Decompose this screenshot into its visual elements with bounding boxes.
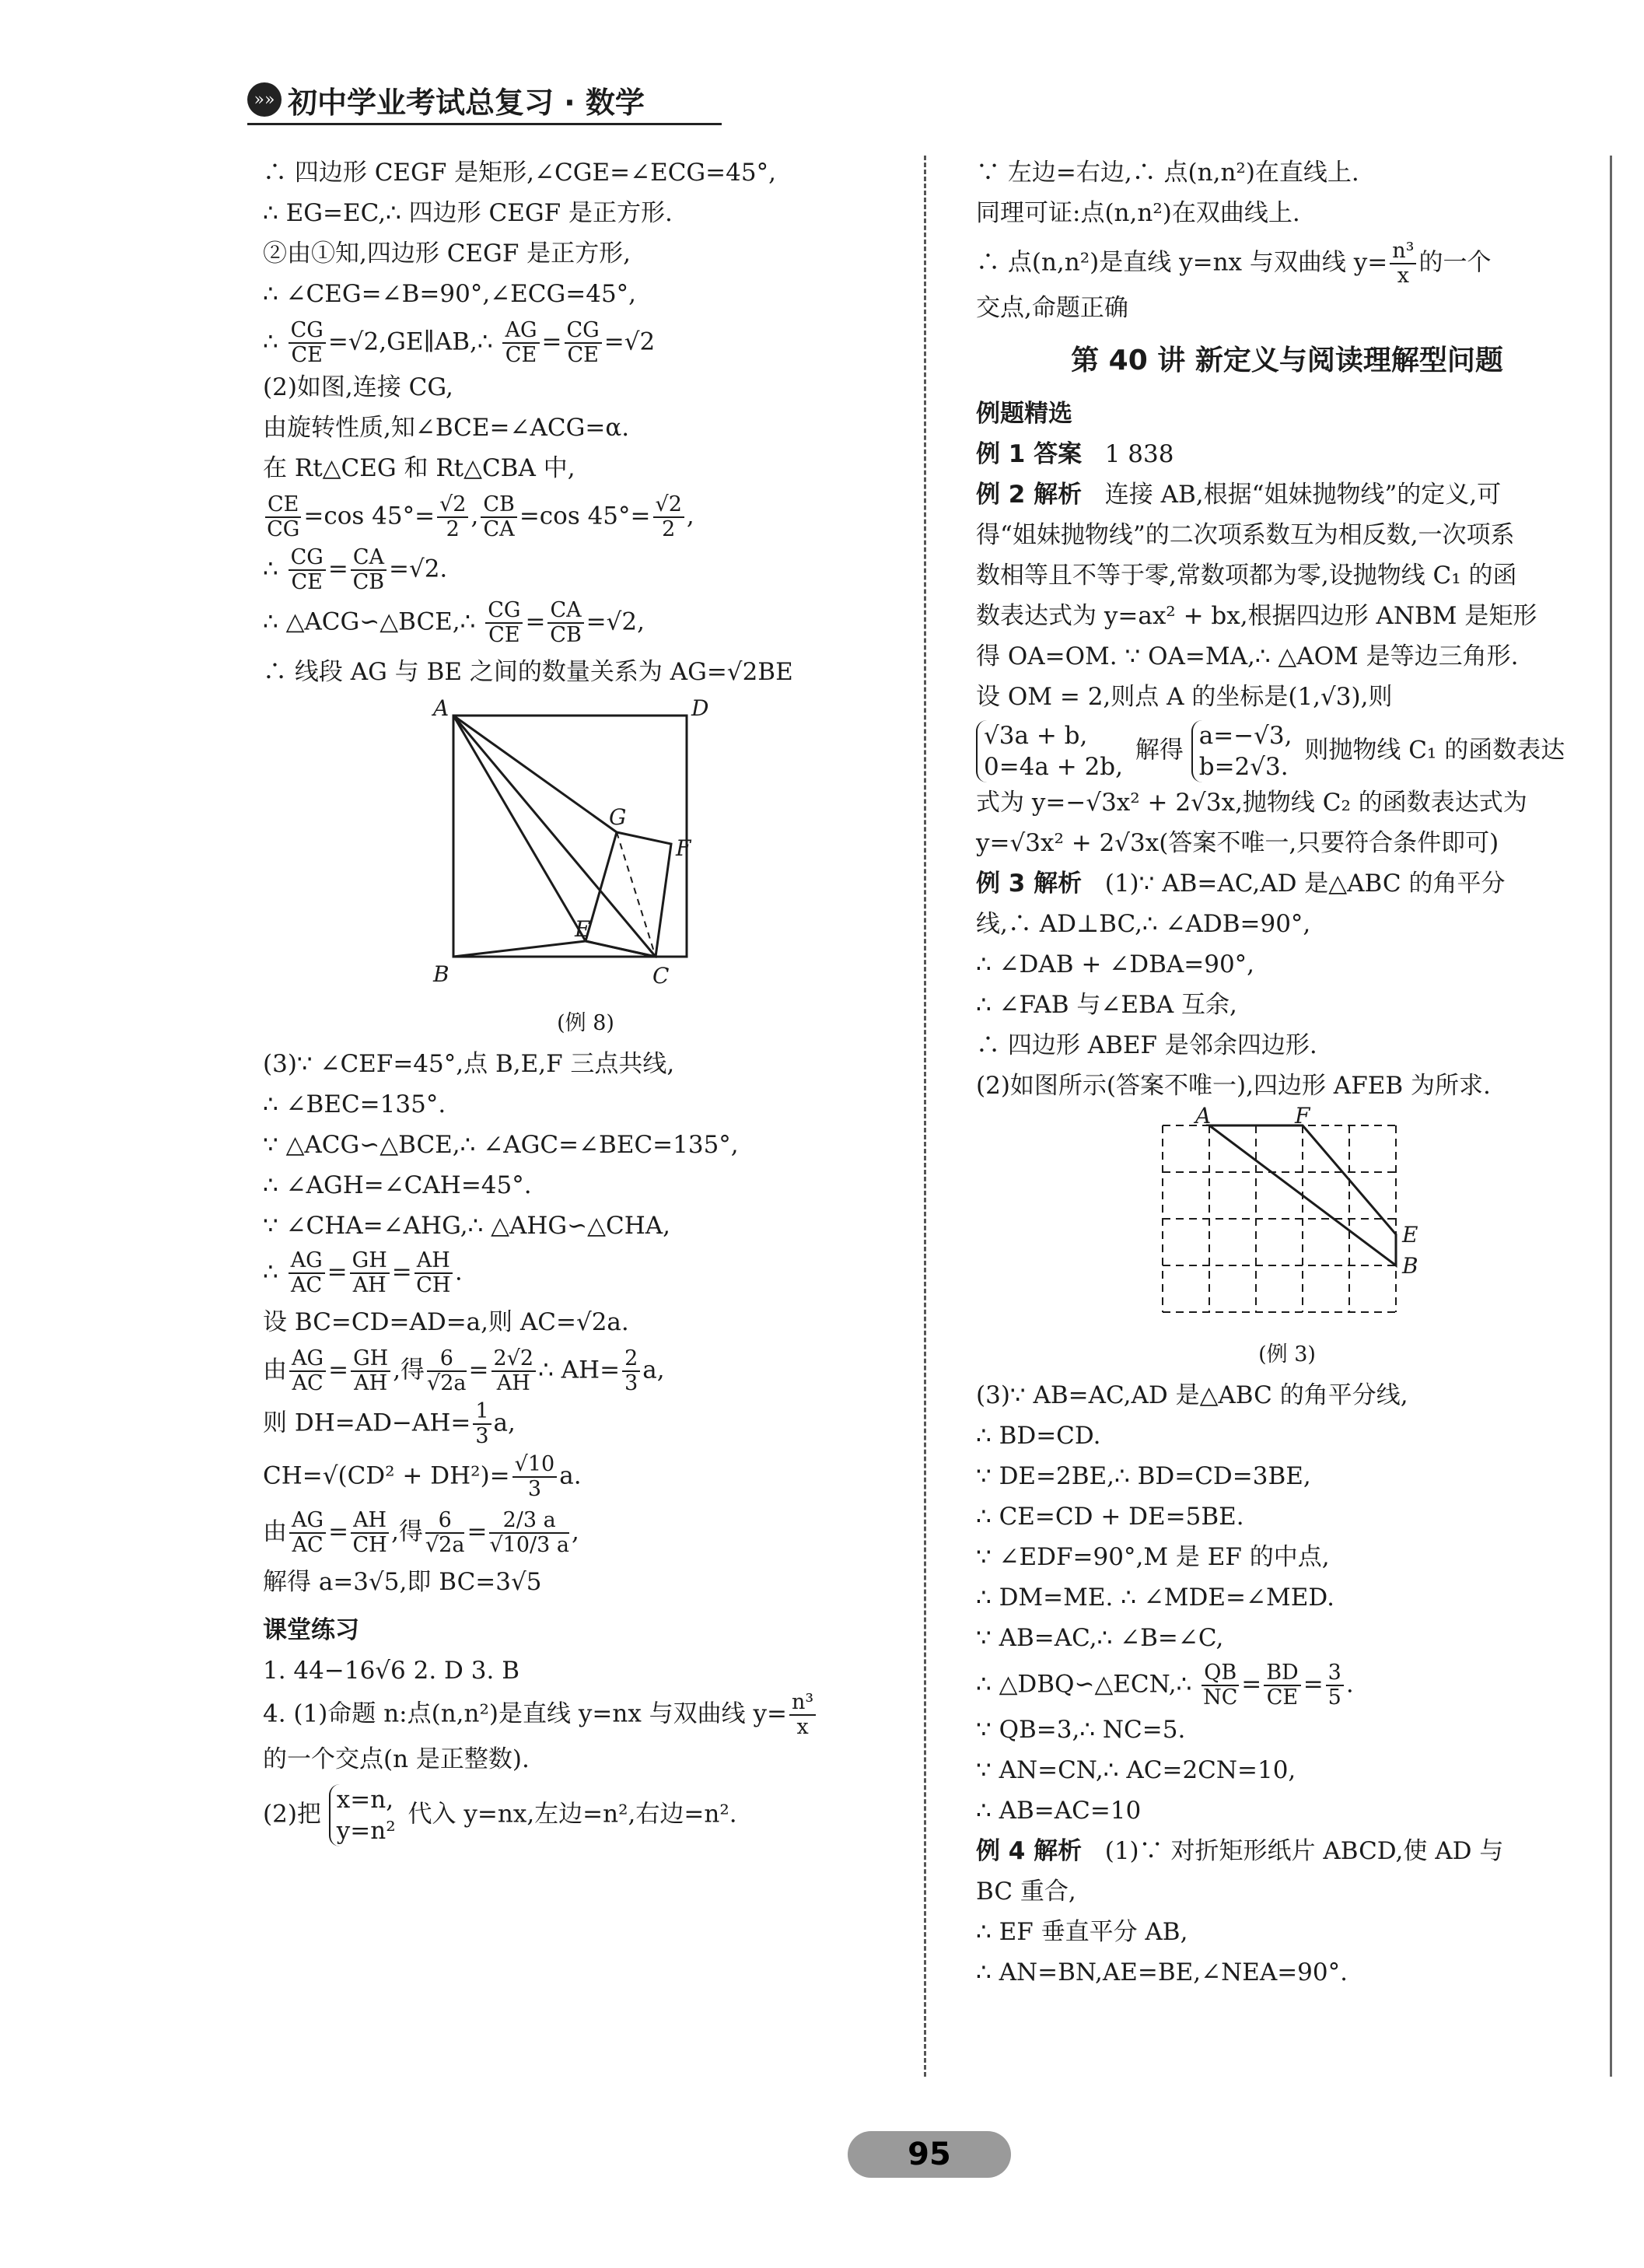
- text-line: ∵ AN=CN,∴ AC=2CN=10,: [976, 1756, 1296, 1784]
- point-label: F: [676, 835, 691, 861]
- formula-line: (2)把 x=n, y=n² 代入 y=nx,左边=n²,右边=n².: [263, 1786, 737, 1845]
- text-line: ∴ 四边形 CEGF 是矩形,∠CGE=∠ECG=45°,: [263, 159, 776, 187]
- text-line: ∴ AB=AC=10: [976, 1797, 1142, 1825]
- text-line: 例 1 答案 1 838: [976, 440, 1174, 468]
- text-line: ∴ DM=ME. ∴ ∠MDE=∠MED.: [976, 1584, 1334, 1612]
- page-header: [247, 76, 645, 123]
- text-line: (2)如图所示(答案不唯一),四边形 AFEB 为所求.: [976, 1072, 1491, 1100]
- figure-caption: (例 8): [557, 1011, 614, 1035]
- formula-line: 由 $\frac{AG}{AC}$ = $\frac{GH}{AH}$ ,得 $\frac{6}{√2a}$ = $\frac{2√2}{AH}$ ∴ AH= $\frac{2}{3}$ a,: [263, 1346, 665, 1395]
- fraction: $\frac{6}{√2a}$: [427, 1346, 467, 1395]
- fraction: $\frac{CB}{CA}$: [481, 493, 517, 541]
- fraction: $\frac{√2}{2}$: [437, 493, 468, 541]
- equation-system: √3a + b, 0=4a + 2b,: [976, 720, 1123, 782]
- figure-caption: (例 3): [1258, 1342, 1316, 1367]
- formula-line: 由 $\frac{AG}{AC}$ = $\frac{AH}{CH}$ ,得 $\frac{6}{√2a}$ = $\frac{2/3 a}{√10/3 a}$ ,: [263, 1508, 579, 1557]
- text-line: 1. 44−16√6 2. D 3. B: [263, 1657, 519, 1685]
- text-line: ∴ ∠CEG=∠B=90°,∠ECG=45°,: [263, 280, 637, 308]
- fraction: $\frac{GH}{AH}$: [350, 1249, 390, 1297]
- point-label: B: [1402, 1253, 1418, 1279]
- text-line: (2)如图,连接 CG,: [263, 373, 453, 401]
- text-line: ∴ BD=CD.: [976, 1422, 1101, 1450]
- fraction: $\frac{CG}{CE}$: [485, 599, 523, 647]
- fraction: $\frac{2√2}{AH}$: [491, 1347, 537, 1395]
- point-label: G: [609, 804, 627, 830]
- text-line: ∵ AB=AC,∴ ∠B=∠C,: [976, 1624, 1224, 1652]
- text-line: ∴ ∠AGH=∠CAH=45°.: [263, 1171, 532, 1199]
- fraction: $\frac{2}{3}$: [622, 1347, 640, 1395]
- series-logo-icon: »»: [247, 82, 282, 117]
- right-column: [976, 152, 1598, 1993]
- book-title: 初中学业考试总复习 · 数学: [288, 85, 645, 120]
- fraction: $\frac{CE}{CG}$: [265, 493, 301, 541]
- text-line: 同理可证:点(n,n²)在双曲线上.: [976, 199, 1300, 227]
- text-line: ∵ 左边=右边,∴ 点(n,n²)在直线上.: [976, 159, 1359, 187]
- text-line: 式为 y=−√3x² + 2√3x,抛物线 C₂ 的函数表达式为: [976, 789, 1527, 817]
- fraction: $\frac{GH}{AH}$: [351, 1347, 390, 1395]
- text-line: 解得 a=3√5,即 BC=3√5: [263, 1568, 542, 1596]
- text-line: 数表达式为 y=ax² + bx,根据四边形 ANBM 是矩形: [976, 602, 1537, 630]
- text-line: ∴ ∠DAB + ∠DBA=90°,: [976, 950, 1255, 978]
- fraction: $\frac{CG}{CE}$: [289, 546, 326, 594]
- text-line: ∴ EF 垂直平分 AB,: [976, 1918, 1188, 1946]
- text-line: ∵ ∠CHA=∠AHG,∴ △AHG∽△CHA,: [263, 1212, 670, 1240]
- fraction: $\frac{√2}{2}$: [653, 493, 684, 541]
- text-line: ∴ ∠FAB 与∠EBA 互余,: [976, 991, 1237, 1019]
- text-line: 的一个交点(n 是正整数).: [263, 1745, 530, 1773]
- text-line: ∴ ∠BEC=135°.: [263, 1090, 446, 1118]
- text-line: ②由①知,四边形 CEGF 是正方形,: [263, 240, 631, 268]
- formula-line: ∴ $\frac{CG}{CE}$ = $\frac{CA}{CB}$ =√2.: [263, 545, 448, 594]
- fraction: $\frac{2/3 a}{√10/3 a}$: [489, 1508, 569, 1557]
- text-line: 例 2 解析 连接 AB,根据“姐妹抛物线”的定义,可: [976, 481, 1502, 509]
- section-heading: 课堂练习: [263, 1616, 359, 1644]
- page-edge-line: [1610, 156, 1612, 2077]
- fraction: $\frac{3}{5}$: [1326, 1661, 1344, 1710]
- text-line: 例 3 解析 (1)∵ AB=AC,AD 是△ABC 的角平分: [976, 870, 1506, 898]
- point-label: A: [433, 695, 449, 721]
- text-line: 线,∴ AD⊥BC,∴ ∠ADB=90°,: [976, 910, 1311, 938]
- text-line: BC 重合,: [976, 1878, 1076, 1906]
- formula-line: $\frac{CE}{CG}$ =cos 45°= $\frac{√2}{2}$ , $\frac{CB}{CA}$ =cos 45°= $\frac{√2}{2}$ ,: [263, 493, 908, 541]
- point-label: E: [575, 916, 591, 942]
- text-line: ∴ 四边形 ABEF 是邻余四边形.: [976, 1031, 1317, 1059]
- point-label: E: [1402, 1222, 1418, 1248]
- text-line: 得“姐妹抛物线”的二次项系数互为相反数,一次项系: [976, 521, 1515, 549]
- fraction: $\frac{AG}{AC}$: [289, 1347, 326, 1395]
- point-label: A: [1195, 1106, 1212, 1129]
- text-line: 设 BC=CD=AD=a,则 AC=√2a.: [263, 1308, 629, 1336]
- formula-line: √3a + b, 0=4a + 2b, 解得 a=−√3, b=2√3. 则抛物线 C₁ 的函数表达: [976, 720, 1598, 782]
- formula-line: ∴ $\frac{CG}{CE}$ =√2,GE∥AB,∴ $\frac{AG}{CE}$ = $\frac{CG}{CE}$ =√2: [263, 318, 656, 367]
- text-line: ∵ △ACG∽△BCE,∴ ∠AGC=∠BEC=135°,: [263, 1131, 739, 1159]
- text-line: 设 OM = 2,则点 A 的坐标是(1,√3),则: [976, 683, 1393, 711]
- point-label: D: [691, 695, 709, 721]
- fraction: $\frac{QB}{NC}$: [1203, 1661, 1238, 1710]
- header-underline: [247, 123, 722, 125]
- left-column: [263, 152, 908, 1846]
- text-line: 在 Rt△CEG 和 Rt△CBA 中,: [263, 454, 575, 482]
- text-line: ∵ ∠EDF=90°,M 是 EF 的中点,: [976, 1543, 1330, 1571]
- formula-line: 则 DH=AD−AH= $\frac{1}{3}$ a,: [263, 1399, 516, 1448]
- text-line: ∴ EG=EC,∴ 四边形 CEGF 是正方形.: [263, 199, 673, 227]
- fraction: $\frac{AH}{CH}$: [351, 1509, 389, 1557]
- equation-system: a=−√3, b=2√3.: [1191, 720, 1292, 782]
- point-label: C: [652, 963, 670, 989]
- example-8-figure: [422, 692, 749, 1034]
- column-divider: [924, 156, 926, 2077]
- text-line: ∴ AN=BN,AE=BE,∠NEA=90°.: [976, 1958, 1348, 1986]
- fraction: $\frac{1}{3}$: [473, 1400, 491, 1448]
- text-line: (3)∵ ∠CEF=45°,点 B,E,F 三点共线,: [263, 1050, 675, 1078]
- text-line: ∵ QB=3,∴ NC=5.: [976, 1716, 1186, 1744]
- fraction: $\frac{AH}{CH}$: [414, 1249, 453, 1297]
- example-3-grid-figure: [1139, 1106, 1435, 1347]
- page-number: 95: [848, 2131, 1011, 2178]
- text-line: ∴ 线段 AG 与 BE 之间的数量关系为 AG=√2BE: [263, 658, 793, 686]
- fraction: $\frac{CA}{CB}$: [547, 599, 583, 647]
- fraction: $\frac{CG}{CE}$: [565, 319, 602, 367]
- formula-line: ∴ $\frac{AG}{AC}$ = $\frac{GH}{AH}$ = $\frac{AH}{CH}$ .: [263, 1248, 463, 1297]
- point-label: F: [1295, 1106, 1310, 1129]
- text-line: 由旋转性质,知∠BCE=∠ACG=α.: [263, 414, 630, 442]
- fraction: $\frac{\text{n³}}{x}$: [789, 1691, 816, 1739]
- fraction: $\frac{AG}{AC}$: [289, 1249, 325, 1297]
- fraction: $\frac{\text{n³}}{x}$: [1390, 240, 1416, 288]
- text-line: ∴ CE=CD + DE=5BE.: [976, 1503, 1244, 1531]
- fraction: $\frac{CA}{CB}$: [351, 546, 387, 594]
- text-line: (3)∵ AB=AC,AD 是△ABC 的角平分线,: [976, 1381, 1408, 1409]
- text-line: 数相等且不等于零,常数项都为零,设抛物线 C₁ 的函: [976, 562, 1517, 590]
- formula-line: CH=√(CD² + DH²)= $\frac{√10}{3}$ a.: [263, 1452, 582, 1501]
- fraction: $\frac{6}{√2a}$: [425, 1508, 465, 1557]
- lecture-title: 第 40 讲 新定义与阅读理解型问题: [1071, 345, 1503, 376]
- formula-line: ∴ △ACG∽△BCE,∴ $\frac{CG}{CE}$ = $\frac{CA}{CB}$ =√2,: [263, 598, 645, 647]
- text-line: 得 OA=OM. ∵ OA=MA,∴ △AOM 是等边三角形.: [976, 642, 1519, 670]
- fraction: $\frac{CG}{CE}$: [289, 319, 326, 367]
- point-label: B: [433, 961, 449, 987]
- fraction: $\frac{AG}{CE}$: [502, 319, 539, 367]
- equation-system: x=n, y=n²: [329, 1784, 396, 1846]
- formula-line: ∴ 点(n,n²)是直线 y=nx 与双曲线 y= $\frac{\text{n³}}{x}$ 的一个: [976, 239, 1492, 288]
- text-line: 例 4 解析 (1)∵ 对折矩形纸片 ABCD,使 AD 与: [976, 1837, 1504, 1865]
- text-line: 交点,命题正确: [976, 294, 1128, 322]
- section-heading: 例题精选: [976, 400, 1072, 428]
- fraction: $\frac{BD}{CE}$: [1264, 1661, 1301, 1710]
- text-line: y=√3x² + 2√3x(答案不唯一,只要符合条件即可): [976, 829, 1499, 857]
- fraction: $\frac{AG}{AC}$: [289, 1509, 326, 1557]
- text-line: ∵ DE=2BE,∴ BD=CD=3BE,: [976, 1462, 1311, 1490]
- fraction: $\frac{√10}{3}$: [512, 1453, 558, 1501]
- formula-line: ∴ △DBQ∽△ECN,∴ $\frac{QB}{NC}$ = $\frac{BD}{CE}$ = $\frac{3}{5}$ .: [976, 1661, 1354, 1710]
- formula-line: 4. (1)命题 n:点(n,n²)是直线 y=nx 与双曲线 y= $\frac{\text{n³}}{x}$: [263, 1691, 908, 1739]
